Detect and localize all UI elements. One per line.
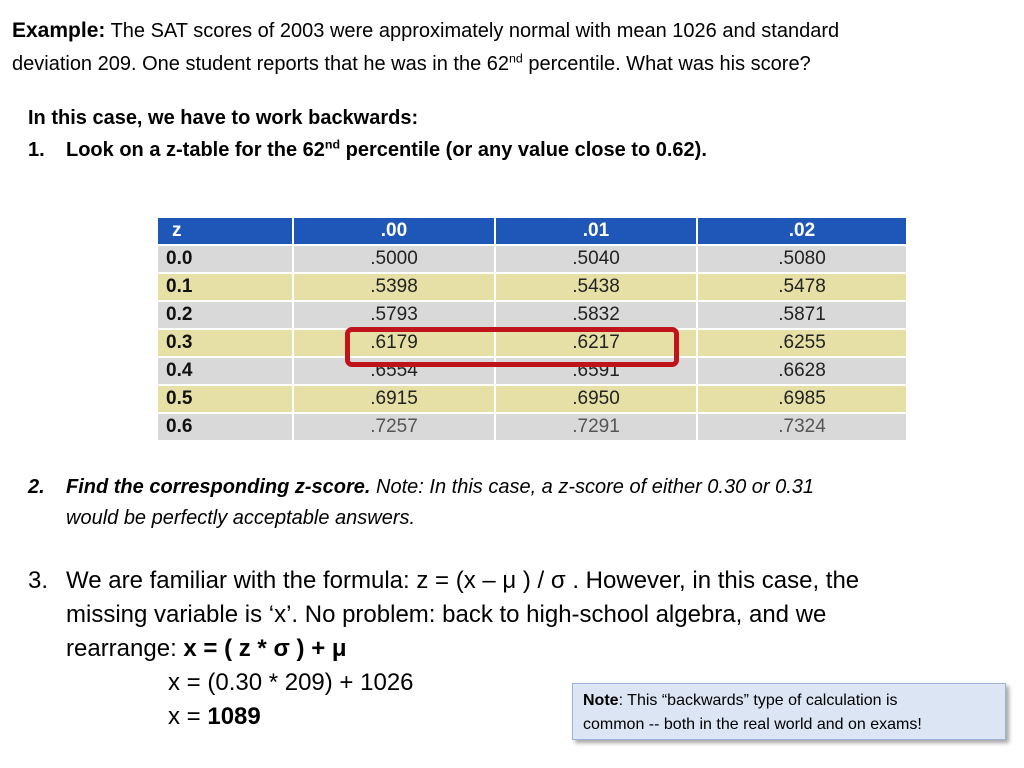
step1-text bbox=[66, 134, 707, 166]
table-row bbox=[157, 245, 906, 273]
step3-line-3 bbox=[66, 632, 859, 666]
table-cell: .6950 bbox=[495, 385, 697, 413]
table-cell: .6591 bbox=[495, 357, 697, 385]
table-cell: .6255 bbox=[697, 329, 906, 357]
table-row bbox=[157, 413, 906, 441]
example-line-1 bbox=[12, 14, 1012, 48]
table-row bbox=[157, 385, 906, 413]
rearranged-formula: x = ( z * σ ) + μ bbox=[183, 635, 347, 662]
z-value: 0.3 bbox=[157, 329, 293, 357]
step2-label: Find the corresponding z-score. bbox=[66, 476, 371, 498]
table-cell: .5438 bbox=[495, 273, 697, 301]
step1-text-b: percentile (or any value close to 0.62). bbox=[340, 139, 707, 161]
example-paragraph bbox=[12, 14, 1012, 81]
z-table-header: .00 bbox=[293, 217, 495, 245]
table-cell: .6985 bbox=[697, 385, 906, 413]
table-cell: .6554 bbox=[293, 357, 495, 385]
table-cell: .5080 bbox=[697, 245, 906, 273]
table-cell: .5040 bbox=[495, 245, 697, 273]
table-cell: .5871 bbox=[697, 301, 906, 329]
step2-note-2: would be perfectly acceptable answers. bbox=[66, 507, 416, 529]
example-sup: nd bbox=[509, 51, 523, 66]
table-cell: .5398 bbox=[293, 273, 495, 301]
step1-number: 1. bbox=[28, 139, 45, 161]
z-value: 0.4 bbox=[157, 357, 293, 385]
table-cell: .5000 bbox=[293, 245, 495, 273]
step2-item bbox=[28, 472, 1008, 534]
calc-line-1: x = (0.30 * 209) + 1026 bbox=[168, 669, 414, 696]
table-cell: .6217 bbox=[495, 329, 697, 357]
table-cell: .6915 bbox=[293, 385, 495, 413]
z-table-header: z bbox=[157, 217, 293, 245]
example-line-2 bbox=[12, 48, 1012, 81]
z-table-header-row bbox=[157, 217, 906, 245]
note-line-1 bbox=[583, 689, 995, 713]
step2-note-1: Note: In this case, a z-score of either 0.30 or 0.31 bbox=[370, 476, 815, 498]
table-cell: .7257 bbox=[293, 413, 495, 441]
example-text-2b: percentile. What was his score? bbox=[522, 53, 811, 75]
step3-line-1: We are familiar with the formula: z = (x – μ ) / σ . However, in this case, the bbox=[66, 567, 860, 594]
table-cell: .5832 bbox=[495, 301, 697, 329]
highlight-box bbox=[345, 327, 679, 367]
z-value: 0.2 bbox=[157, 301, 293, 329]
note-label: Note bbox=[583, 692, 619, 709]
table-cell: .5793 bbox=[293, 301, 495, 329]
step2-section bbox=[28, 472, 1008, 534]
example-text-2a: deviation 209. One student reports that he was in the 62 bbox=[12, 53, 509, 75]
step3-number: 3. bbox=[28, 567, 49, 594]
step3-line-2: missing variable is ‘x’. No problem: back to high-school algebra, and we bbox=[66, 601, 827, 628]
example-text-1: The SAT scores of 2003 were approximately normal with mean 1026 and standard bbox=[105, 20, 840, 42]
note-box bbox=[572, 683, 1006, 740]
z-value: 0.1 bbox=[157, 273, 293, 301]
z-value: 0.6 bbox=[157, 413, 293, 441]
z-table-header: .02 bbox=[697, 217, 906, 245]
note-text-a: : This “backwards” type of calculation is bbox=[618, 692, 898, 709]
step1-text-a: Look on a z-table for the 62 bbox=[66, 139, 325, 161]
table-row bbox=[157, 301, 906, 329]
work-backwards-heading: In this case, we have to work backwards: bbox=[28, 107, 419, 129]
table-cell: .5478 bbox=[697, 273, 906, 301]
final-answer: 1089 bbox=[207, 703, 261, 730]
table-row bbox=[157, 273, 906, 301]
step2-line-1 bbox=[66, 472, 814, 503]
step3-rearrange: rearrange: bbox=[66, 635, 184, 662]
calc-prefix: x = bbox=[168, 703, 208, 730]
table-cell: .6628 bbox=[697, 357, 906, 385]
z-value: 0.5 bbox=[157, 385, 293, 413]
step2-number: 2. bbox=[28, 476, 45, 498]
example-label: Example: bbox=[12, 19, 106, 42]
table-cell: .7291 bbox=[495, 413, 697, 441]
step1-section bbox=[28, 102, 1008, 166]
table-cell: .7324 bbox=[697, 413, 906, 441]
z-table-header: .01 bbox=[495, 217, 697, 245]
step2-content bbox=[66, 472, 814, 534]
note-line-2: common -- both in the real world and on exams! bbox=[583, 716, 922, 733]
z-value: 0.0 bbox=[157, 245, 293, 273]
table-cell: .6179 bbox=[293, 329, 495, 357]
step1-sup: nd bbox=[324, 137, 341, 152]
step1-item bbox=[28, 134, 1008, 166]
